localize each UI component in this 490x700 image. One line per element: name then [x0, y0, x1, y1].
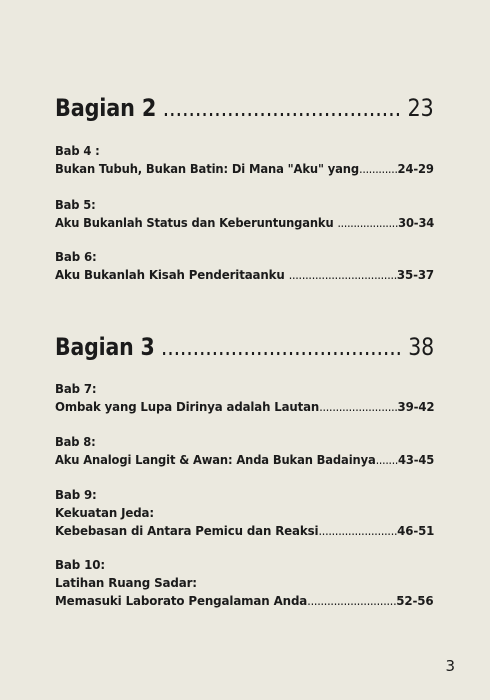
- chapter-pages: 35-37: [396, 267, 434, 282]
- chapter-title: Ombak yang Lupa Dirinya adalah Lautan: [55, 399, 320, 414]
- section-page-number: 38: [408, 333, 434, 361]
- chapter-label: Bab 4 :: [55, 143, 100, 158]
- chapter-subtitle: Latihan Ruang Sadar:: [55, 575, 197, 590]
- section-heading: [55, 333, 434, 361]
- chapter-pages: 46-51: [397, 523, 435, 538]
- chapter-entry: [55, 248, 434, 284]
- section-name: Bagian 3: [55, 333, 155, 361]
- section-page-number: 23: [407, 94, 434, 122]
- chapter-label: Bab 10:: [55, 557, 105, 572]
- section-heading: [55, 94, 434, 122]
- chapter-title-line: [55, 214, 434, 232]
- chapter-pages: 43-45: [398, 452, 435, 467]
- chapter-title: Aku Bukanlah Status dan Keberuntunganku: [55, 215, 338, 230]
- leader-dots: ...................: [337, 215, 399, 230]
- chapter-pages: 52-56: [396, 593, 434, 608]
- leader-dots: .....................................: [162, 94, 402, 122]
- leader-dots: ........................: [319, 399, 398, 414]
- chapter-subtitle: Kekuatan Jeda:: [55, 505, 154, 520]
- chapter-entry: [55, 433, 434, 469]
- leader-dots: ...........................: [307, 593, 397, 608]
- chapter-pages: 39-42: [397, 399, 435, 414]
- leader-dots: ......................................: [160, 333, 402, 361]
- chapter-title-line: [55, 451, 434, 469]
- chapter-entry: [55, 196, 434, 232]
- page-number: 3: [445, 657, 455, 675]
- chapter-pages: 30-34: [398, 215, 435, 230]
- chapter-title: Kebebasan di Antara Pemicu dan Reaksi: [55, 523, 319, 538]
- chapter-title-line: [55, 398, 434, 416]
- chapter-title-line: [55, 160, 434, 178]
- chapter-label: Bab 8:: [55, 434, 96, 449]
- chapter-title-line: [55, 266, 434, 284]
- leader-dots: .................................: [288, 267, 397, 282]
- leader-dots: ............: [359, 161, 398, 176]
- chapter-label: Bab 5:: [55, 197, 96, 212]
- chapter-label: Bab 7:: [55, 381, 97, 396]
- chapter-entry: [55, 380, 434, 416]
- chapter-label: Bab 9:: [55, 487, 97, 502]
- chapter-title: Aku Analogi Langit & Awan: Anda Bukan Badainya: [55, 452, 376, 467]
- chapter-title-line: [55, 592, 434, 610]
- section-name: Bagian 2: [55, 94, 157, 122]
- chapter-title: Memasuki Laborato Pengalaman Anda: [55, 593, 308, 608]
- chapter-title-line: [55, 522, 434, 540]
- chapter-label: Bab 6:: [55, 249, 97, 264]
- chapter-title: Aku Bukanlah Kisah Penderitaanku: [55, 267, 289, 282]
- chapter-entry: [55, 142, 434, 178]
- chapter-title: Bukan Tubuh, Bukan Batin: Di Mana "Aku" yang: [55, 161, 360, 176]
- leader-dots: .......: [375, 452, 399, 467]
- leader-dots: ........................: [318, 523, 398, 538]
- chapter-pages: 24-29: [397, 161, 434, 176]
- chapter-entry: [55, 486, 434, 540]
- chapter-entry: [55, 556, 434, 610]
